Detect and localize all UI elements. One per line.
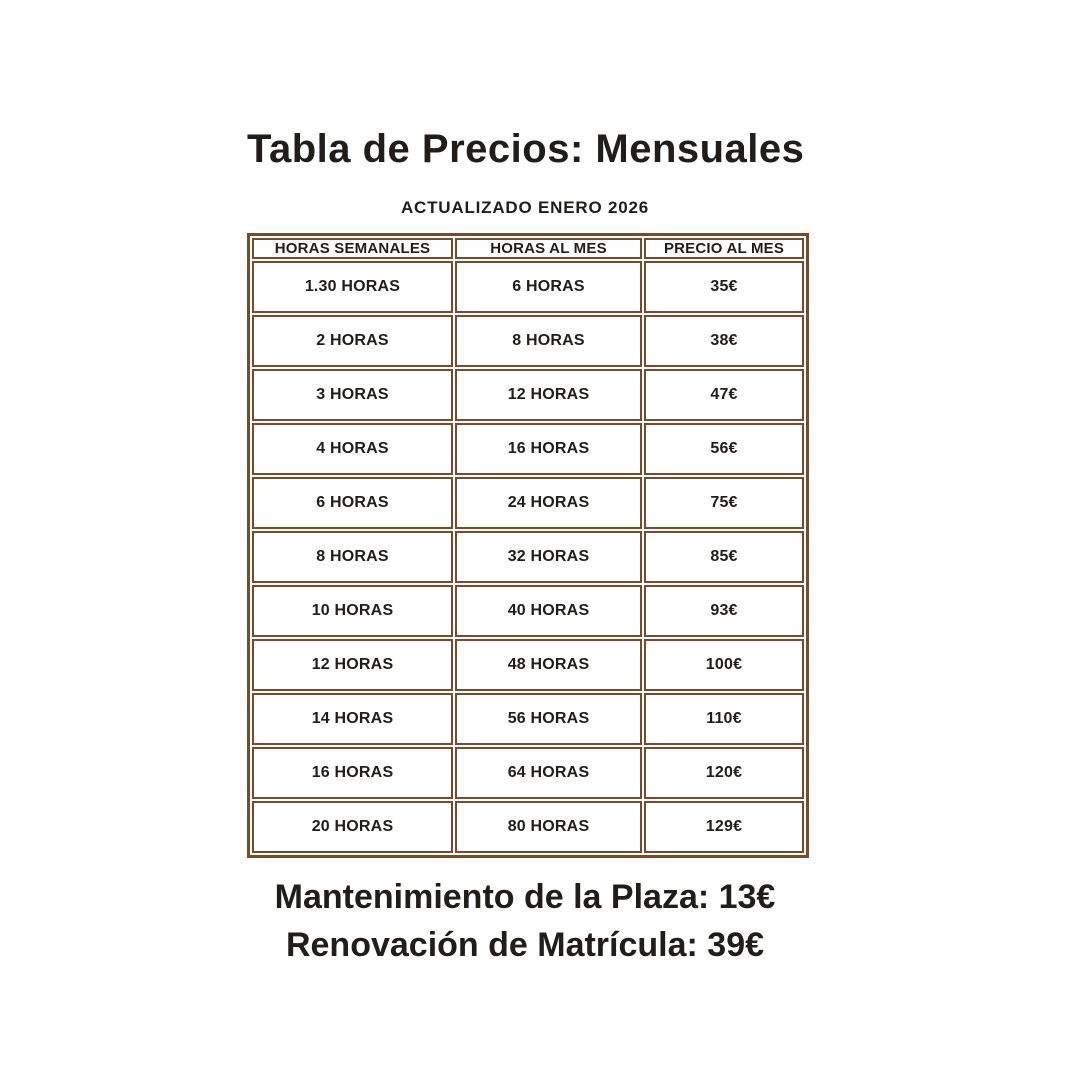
table-cell: 48 HORAS — [455, 639, 642, 691]
table-row — [252, 639, 804, 691]
poster-content — [247, 0, 803, 969]
table-cell: 85€ — [644, 531, 804, 583]
table-row — [252, 693, 804, 745]
table-cell: 120€ — [644, 747, 804, 799]
table-row — [252, 423, 804, 475]
table-cell: 6 HORAS — [252, 477, 453, 529]
column-header: HORAS SEMANALES — [252, 238, 453, 259]
table-cell: 10 HORAS — [252, 585, 453, 637]
price-table — [247, 233, 809, 858]
table-cell: 110€ — [644, 693, 804, 745]
table-cell: 129€ — [644, 801, 804, 853]
table-cell: 3 HORAS — [252, 369, 453, 421]
table-cell: 16 HORAS — [455, 423, 642, 475]
table-cell: 6 HORAS — [455, 261, 642, 313]
column-header: HORAS AL MES — [455, 238, 642, 259]
table-cell: 32 HORAS — [455, 531, 642, 583]
table-cell: 4 HORAS — [252, 423, 453, 475]
table-cell: 56 HORAS — [455, 693, 642, 745]
renewal-fee-note: Renovación de Matrícula: 39€ — [285, 925, 765, 964]
table-cell: 24 HORAS — [455, 477, 642, 529]
table-cell: 64 HORAS — [455, 747, 642, 799]
table-cell: 8 HORAS — [455, 315, 642, 367]
table-row — [252, 801, 804, 853]
table-row — [252, 261, 804, 313]
table-cell: 2 HORAS — [252, 315, 453, 367]
table-cell: 20 HORAS — [252, 801, 453, 853]
table-row — [252, 315, 804, 367]
table-header-row — [252, 238, 804, 259]
table-cell: 75€ — [644, 477, 804, 529]
page-title: Tabla de Precios: Mensuales — [247, 127, 805, 171]
table-cell: 16 HORAS — [252, 747, 453, 799]
table-row — [252, 369, 804, 421]
maintenance-fee-note: Mantenimiento de la Plaza: 13€ — [274, 878, 776, 916]
table-cell: 38€ — [644, 315, 804, 367]
table-cell: 12 HORAS — [455, 369, 642, 421]
page-subtitle: ACTUALIZADO ENERO 2026 — [400, 198, 650, 217]
table-cell: 80 HORAS — [455, 801, 642, 853]
table-row — [252, 477, 804, 529]
table-body — [252, 261, 804, 853]
table-cell: 12 HORAS — [252, 639, 453, 691]
footer-notes — [247, 874, 803, 969]
table-cell: 40 HORAS — [455, 585, 642, 637]
table-cell: 56€ — [644, 423, 804, 475]
table-cell: 14 HORAS — [252, 693, 453, 745]
table-cell: 35€ — [644, 261, 804, 313]
table-cell: 93€ — [644, 585, 804, 637]
table-cell: 100€ — [644, 639, 804, 691]
table-cell: 1.30 HORAS — [252, 261, 453, 313]
table-row — [252, 585, 804, 637]
table-cell: 8 HORAS — [252, 531, 453, 583]
table-row — [252, 747, 804, 799]
table-cell: 47€ — [644, 369, 804, 421]
column-header: PRECIO AL MES — [644, 238, 804, 259]
table-row — [252, 531, 804, 583]
